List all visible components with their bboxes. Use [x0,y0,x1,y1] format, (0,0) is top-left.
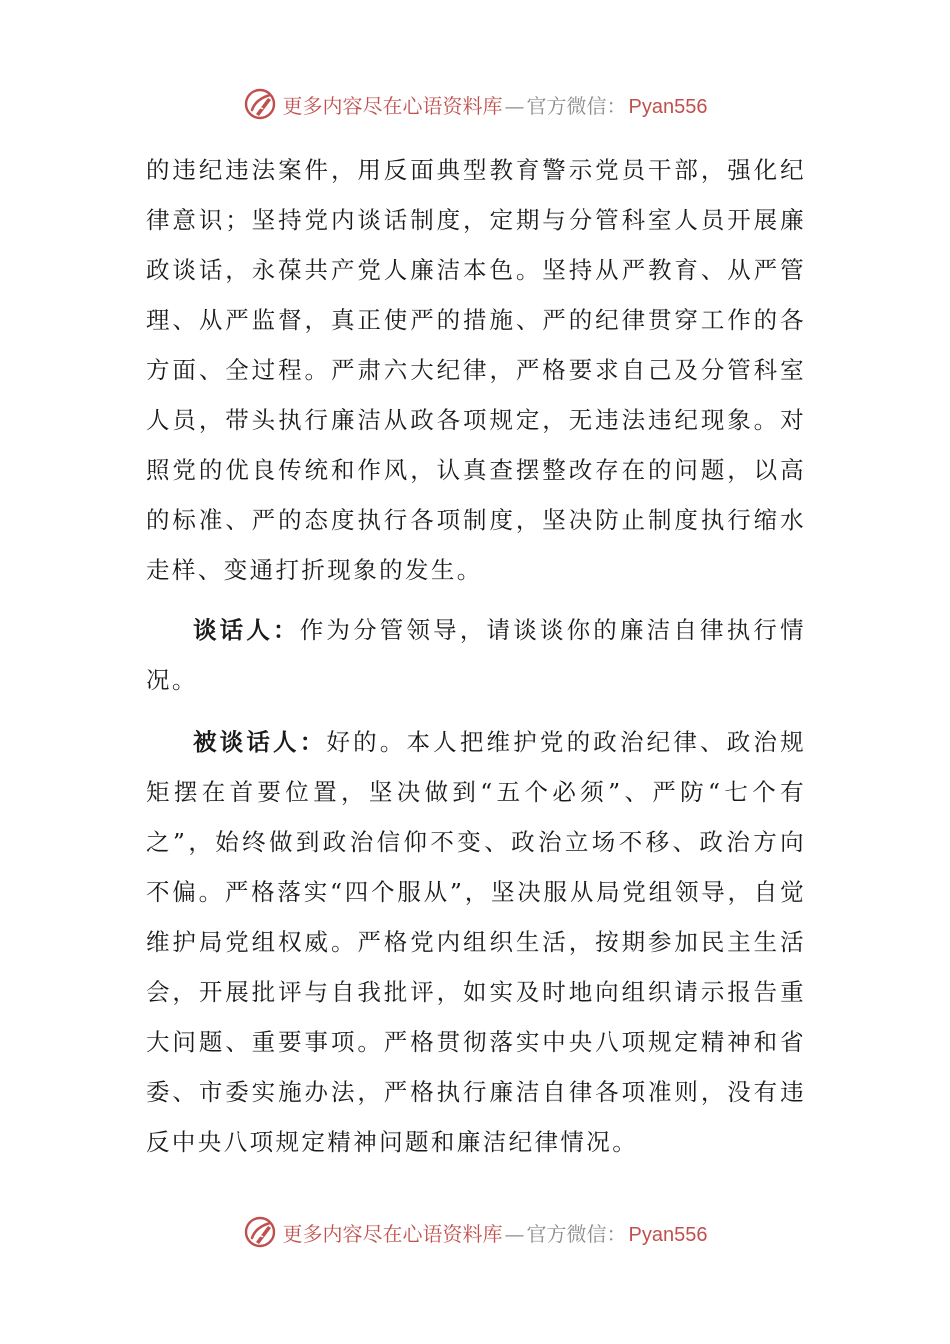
answer-text: 好的。本人把维护党的政治纪律、政治规矩摆在首要位置，坚决做到“五个必须”、严防“七个有之”，始终做到政治信仰不变、政治立场不移、政治方向不偏。严格落实“四个服从”，坚决服从局党组领导，自觉维护局党组权威。严格党内组织生活，按期参加民主生活会，开展批评与自我批评，如实及时地向组织请示报告重大问题、重要事项。严格贯彻落实中央八项规定精神和省委、市委实施办法，严格执行廉洁自律各项准则，没有违反中央八项规定精神问题和廉洁纪律情况。 [146,728,807,1156]
paragraph-question [146,605,806,705]
banner-wechat-id: Pyan556 [628,95,708,118]
banner-slogan: 更多内容尽在心语资料库 [282,1221,503,1246]
banner-wechat-label: 官方微信： [526,93,627,118]
pen-swirl-logo-icon [243,1215,277,1249]
banner-slogan: 更多内容尽在心语资料库 [282,93,503,118]
banner-text [283,1218,708,1247]
speaker-interviewer: 谈话人： [193,616,300,644]
banner-dash: — [504,93,525,118]
speaker-interviewee: 被谈话人： [193,728,327,756]
document-body [146,145,806,1167]
banner-dash: — [504,1221,525,1246]
paragraph-continuation: 的违纪违法案件，用反面典型教育警示党员干部，强化纪律意识；坚持党内谈话制度，定期与分管科室人员开展廉政谈话，永葆共产党人廉洁本色。坚持从严教育、从严管理、从严监督，真正使严的措施、严的纪律贯穿工作的各方面、全过程。严肃六大纪律，严格要求自己及分管科室人员，带头执行廉洁从政各项规定，无违法违纪现象。对照党的优良传统和作风，认真查摆整改存在的问题，以高的标准、严的态度执行各项制度，坚决防止制度执行缩水走样、变通打折现象的发生。 [146,156,806,584]
banner-wechat-id: Pyan556 [628,1223,708,1246]
paragraph-answer [146,717,806,1167]
banner-text [283,90,708,119]
footer-banner [0,1212,950,1252]
pen-swirl-logo-icon [243,87,277,121]
question-text: 作为分管领导，请谈谈你的廉洁自律执行情况。 [146,616,806,694]
header-banner [0,84,950,124]
banner-wechat-label: 官方微信： [526,1221,627,1246]
